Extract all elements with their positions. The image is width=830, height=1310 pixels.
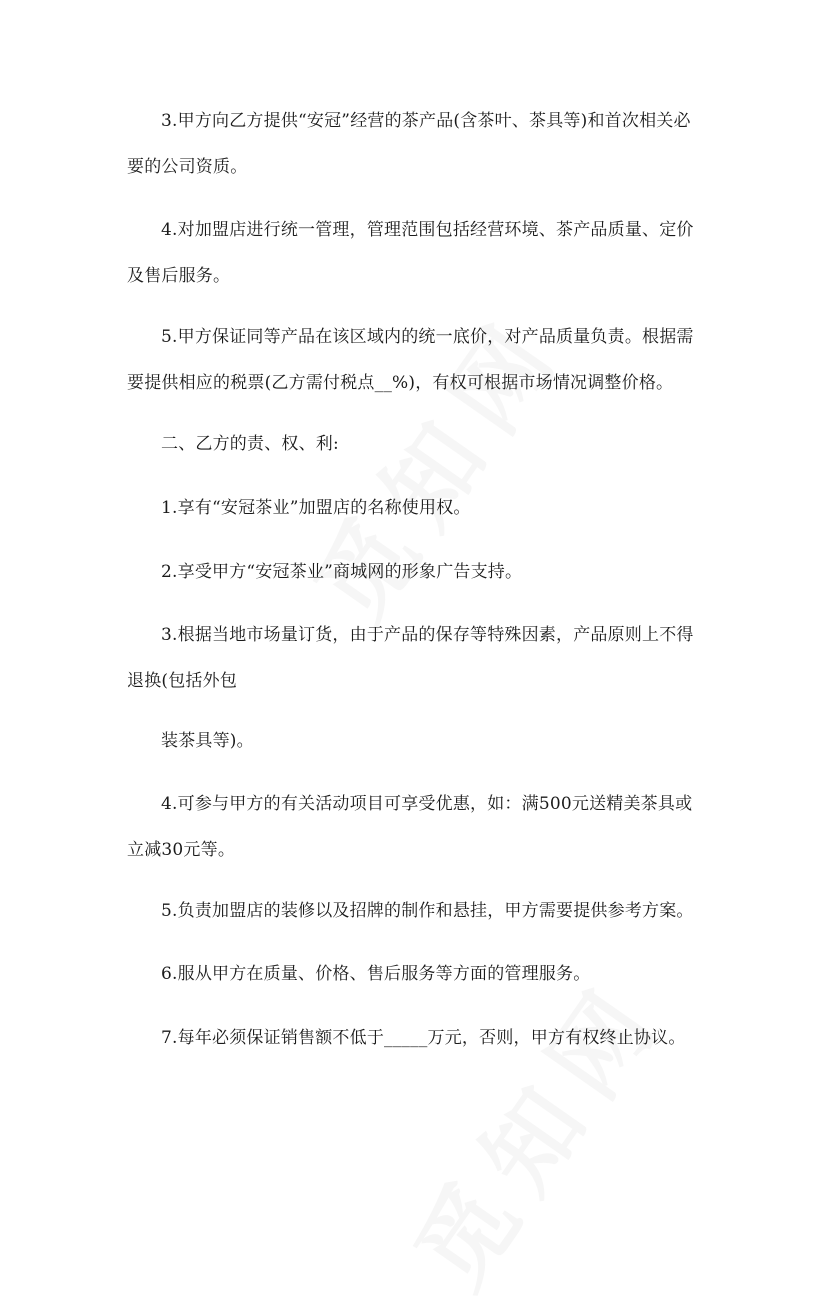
section-heading-party-b: 二、乙方的责、权、利:	[161, 434, 339, 454]
paragraph-item-3-party-b: 3.根据当地市场量订货，由于产品的保存等特殊因素，产品原则上不得退换(包括外包	[127, 625, 694, 691]
paragraph-item-7-party-b: 7.每年必须保证销售额不低于_____万元，否则，甲方有权终止协议。	[161, 1028, 686, 1048]
paragraph-item-3-continuation: 装茶具等)。	[161, 731, 254, 751]
paragraph-item-5-party-b: 5.负责加盟店的装修以及招牌的制作和悬挂，甲方需要提供参考方案。	[161, 901, 694, 921]
paragraph-item-4-party-b: 4.可参与甲方的有关活动项目可享受优惠，如：满500元送精美茶具或立减30元等。	[127, 794, 693, 860]
paragraph-item-5-party-a: 5.甲方保证同等产品在该区域内的统一底价，对产品质量负责。根据需要提供相应的税票(乙方需付税点__%)，有权可根据市场情况调整价格。	[127, 327, 694, 393]
paragraph-item-6-party-b: 6.服从甲方在质量、价格、售后服务等方面的管理服务。	[161, 964, 591, 984]
watermark	[378, 947, 690, 1310]
paragraph-item-2-party-b: 2.享受甲方“安冠茶业”商城网的形象广告支持。	[161, 562, 523, 582]
paragraph-item-4-party-a: 4.对加盟店进行统一管理，管理范围包括经营环境、茶产品质量、定价及售后服务。	[127, 220, 694, 286]
paragraph-item-3-party-a: 3.甲方向乙方提供“安冠”经营的茶产品(含茶叶、茶具等)和首次相关必要的公司资质。	[127, 111, 691, 177]
paragraph-item-1-party-b: 1.享有“安冠茶业”加盟店的名称使用权。	[161, 498, 471, 518]
